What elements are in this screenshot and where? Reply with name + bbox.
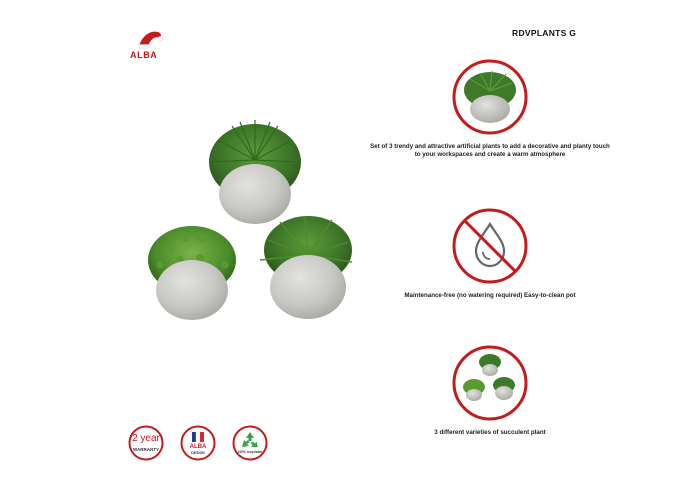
plant-photo-icon [450, 57, 530, 137]
plant-left [148, 226, 236, 320]
logo-text: ALBA [130, 50, 158, 60]
recyclable-badge [232, 425, 268, 461]
plant-right [260, 216, 352, 319]
france-flag-icon [180, 425, 216, 461]
design-brand: ALBA [189, 444, 207, 450]
feature-decorative [370, 57, 610, 159]
warranty-years: 2 year [132, 433, 160, 444]
recycle-icon [232, 425, 268, 461]
design-badge [180, 425, 216, 461]
feature-varieties [370, 343, 610, 437]
plant-top [209, 120, 301, 224]
feature-text: Maintenance-free (no watering required) Easy-to-clean pot [404, 292, 576, 299]
feature-maintenance [370, 206, 610, 300]
design-label: DESIGN [191, 451, 205, 455]
alba-logo [130, 28, 176, 62]
warranty-label: WARRANTY [133, 447, 159, 452]
santa-hat-icon [136, 28, 166, 50]
product-sku: RDVPLANTS G [512, 28, 577, 38]
three-plants-icon [450, 343, 530, 423]
feature-text: 3 different varieties of succulent plant [434, 429, 546, 436]
feature-text: Set of 3 trendy and attractive artificial plants to add a decorative and planty touch to your workspaces and create a warm atmosphere [370, 143, 610, 159]
recyclable-label: 100% recyclable [237, 450, 263, 454]
product-image [140, 110, 360, 330]
warranty-badge [128, 425, 164, 461]
no-water-icon [450, 206, 530, 286]
